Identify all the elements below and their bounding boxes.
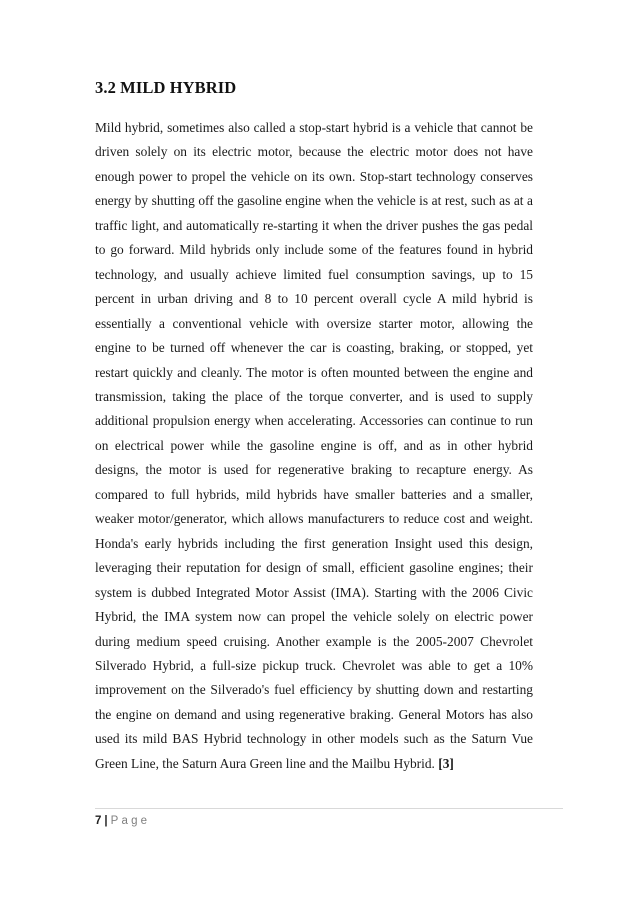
footer-divider bbox=[95, 808, 563, 809]
page-footer bbox=[95, 815, 150, 827]
page-number: 7 bbox=[95, 815, 102, 827]
citation-reference: [3] bbox=[438, 755, 454, 771]
body-paragraph-text: Mild hybrid, sometimes also called a stop-start hybrid is a vehicle that cannot be driven solely on its electric motor, because the electric motor does not have enough power to propel the vehicle on its own. Stop-start technology conserves energy by shutting off the gasoline engine when the vehicle is at rest, such as at a traffic light, and automatically re-starting it when the driver pushes the gas pedal to go forward. Mild hybrids only include some of the features found in hybrid technology, and usually achieve limited fuel consumption savings, up to 15 percent in urban driving and 8 to 10 percent overall cycle A mild hybrid is essentially a conventional vehicle with oversize starter motor, allowing the engine to be turned off whenever the car is coasting, braking, or stopped, yet restart quickly and cleanly. The motor is often mounted between the engine and transmission, taking the place of the torque converter, and is used to supply additional propulsion energy when accelerating. Accessories can continue to run on electrical power while the gasoline engine is off, and as in other hybrid designs, the motor is used for regenerative braking to recapture energy. As compared to full hybrids, mild hybrids have smaller batteries and a smaller, weaker motor/generator, which allows manufacturers to reduce cost and weight. Honda's early hybrids including the first generation Insight used this design, leveraging their reputation for design of small, efficient gasoline engines; their system is dubbed Integrated Motor Assist (IMA). Starting with the 2006 Civic Hybrid, the IMA system now can propel the vehicle solely on electric power during medium speed cruising. Another example is the 2005-2007 Chevrolet Silverado Hybrid, a full-size pickup truck. Chevrolet was able to get a 10% improvement on the Silverado's fuel efficiency by shutting down and restarting the engine on demand and using regenerative braking. General Motors has also used its mild BAS Hybrid technology in other models such as the Saturn Vue Green Line, the Saturn Aura Green line and the Mailbu Hybrid. bbox=[95, 120, 533, 771]
section-body bbox=[95, 116, 533, 776]
footer-separator: | bbox=[104, 815, 108, 827]
page-label: Page bbox=[110, 815, 151, 827]
section-heading: 3.2 MILD HYBRID bbox=[95, 78, 237, 97]
